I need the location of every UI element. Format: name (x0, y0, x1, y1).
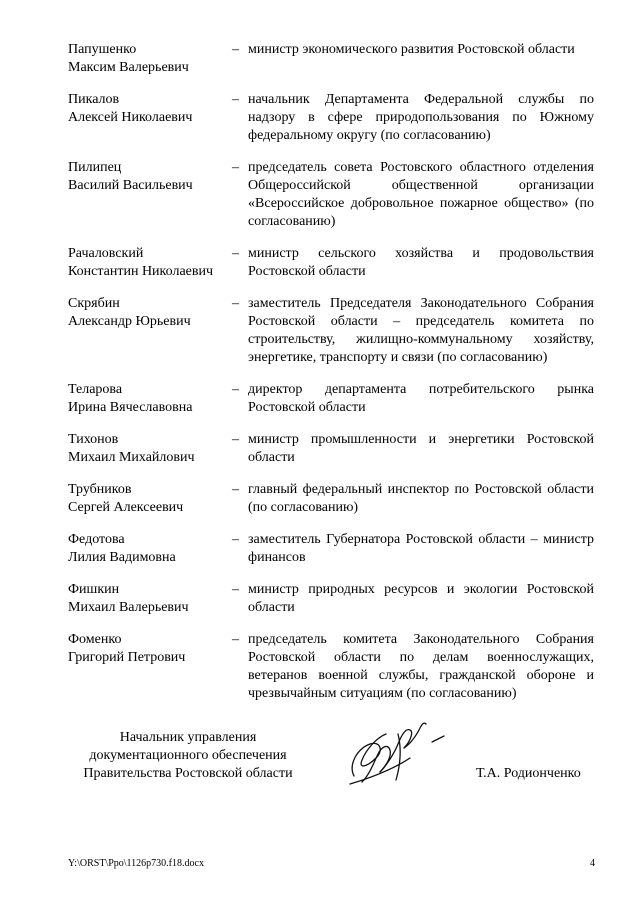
member-row (68, 91, 598, 145)
dash-separator: – (232, 632, 239, 647)
member-name (68, 531, 232, 567)
signatory-title (68, 729, 308, 783)
signer-name: Т.А. Родионченко (476, 766, 581, 781)
dash-separator: – (232, 582, 239, 597)
member-name (68, 481, 232, 517)
member-name (68, 631, 232, 667)
member-row (68, 41, 598, 77)
dash-separator: – (232, 482, 239, 497)
member-row (68, 295, 598, 367)
member-given-names: Константин Николаевич (68, 264, 214, 279)
dash-separator: – (232, 432, 239, 447)
member-role: министр экономического развития Ростовской области (248, 42, 575, 57)
member-name (68, 41, 232, 77)
member-surname: Скрябин (68, 296, 120, 311)
member-name (68, 91, 232, 127)
member-row (68, 245, 598, 281)
member-given-names: Василий Васильевич (68, 178, 193, 193)
member-given-names: Михаил Валерьевич (68, 600, 189, 615)
member-row (68, 581, 598, 617)
member-row (68, 431, 598, 467)
member-surname: Трубников (68, 482, 132, 497)
signatory-title-line: Правительства Ростовской области (83, 766, 293, 781)
member-row (68, 381, 598, 417)
member-name (68, 431, 232, 467)
member-given-names: Лилия Вадимовна (68, 550, 176, 565)
dash-separator: – (232, 532, 239, 547)
handwritten-signature (340, 714, 450, 794)
dash-separator: – (232, 246, 239, 261)
member-given-names: Алексей Николаевич (68, 110, 193, 125)
member-row (68, 631, 598, 703)
member-name (68, 381, 232, 417)
signatory-title-line: Начальник управления (119, 730, 257, 745)
member-list (68, 41, 598, 717)
dash-separator: – (232, 382, 239, 397)
member-role: заместитель Председателя Законодательного Собрания Ростовской области – председатель комитета по строительству, жилищно-коммунальному хозяйству, энергетике, транспорту и связи (по согласованию) (248, 296, 594, 365)
member-role: министр сельского хозяйства и продовольствия Ростовской области (248, 246, 594, 279)
member-given-names: Максим Валерьевич (68, 60, 189, 75)
member-row (68, 481, 598, 517)
member-surname: Федотова (68, 532, 125, 547)
dash-separator: – (232, 296, 239, 311)
member-role: главный федеральный инспектор по Ростовской области (по согласованию) (248, 482, 594, 515)
member-surname: Фоменко (68, 632, 122, 647)
dash-separator: – (232, 42, 239, 57)
member-surname: Папушенко (68, 42, 137, 57)
member-name (68, 295, 232, 331)
member-given-names: Григорий Петрович (68, 650, 186, 665)
member-surname: Фишкин (68, 582, 120, 597)
member-role: начальник Департамента Федеральной службы по надзору в сфере природопользования по Южному федеральному округу (по согласованию) (248, 92, 594, 143)
member-role: заместитель Губернатора Ростовской области – министр финансов (248, 532, 594, 565)
member-name (68, 245, 232, 281)
member-name (68, 159, 232, 195)
dash-separator: – (232, 160, 239, 175)
member-row (68, 531, 598, 567)
file-path: Y:\ORST\Ppo\1126p730.f18.docx (68, 858, 204, 869)
member-surname: Теларова (68, 382, 123, 397)
member-surname: Рачаловский (68, 246, 144, 261)
member-role: министр промышленности и энергетики Ростовской области (248, 432, 594, 465)
member-surname: Тихонов (68, 432, 119, 447)
member-row (68, 159, 598, 231)
member-given-names: Ирина Вячеславовна (68, 400, 193, 415)
member-role: председатель совета Ростовского областного отделения Общероссийской общественной организации «Всероссийское добровольное пожарное общество» (по согласованию) (248, 160, 594, 229)
member-given-names: Александр Юрьевич (68, 314, 191, 329)
member-given-names: Михаил Михайлович (68, 450, 195, 465)
member-surname: Пикалов (68, 92, 120, 107)
member-given-names: Сергей Алексеевич (68, 500, 184, 515)
member-name (68, 581, 232, 617)
signatory-title-line: документационного обеспечения (89, 748, 287, 763)
member-role: министр природных ресурсов и экологии Ростовской области (248, 582, 594, 615)
dash-separator: – (232, 92, 239, 107)
page-number: 4 (590, 858, 595, 869)
member-role: директор департамента потребительского рынка Ростовской области (248, 382, 594, 415)
member-role: председатель комитета Законодательного Собрания Ростовской области по делам военнослужащих, ветеранов военной службы, гражданской обороне и чрезвычайным ситуациям (по согласованию) (248, 632, 594, 701)
member-surname: Пилипец (68, 160, 122, 175)
